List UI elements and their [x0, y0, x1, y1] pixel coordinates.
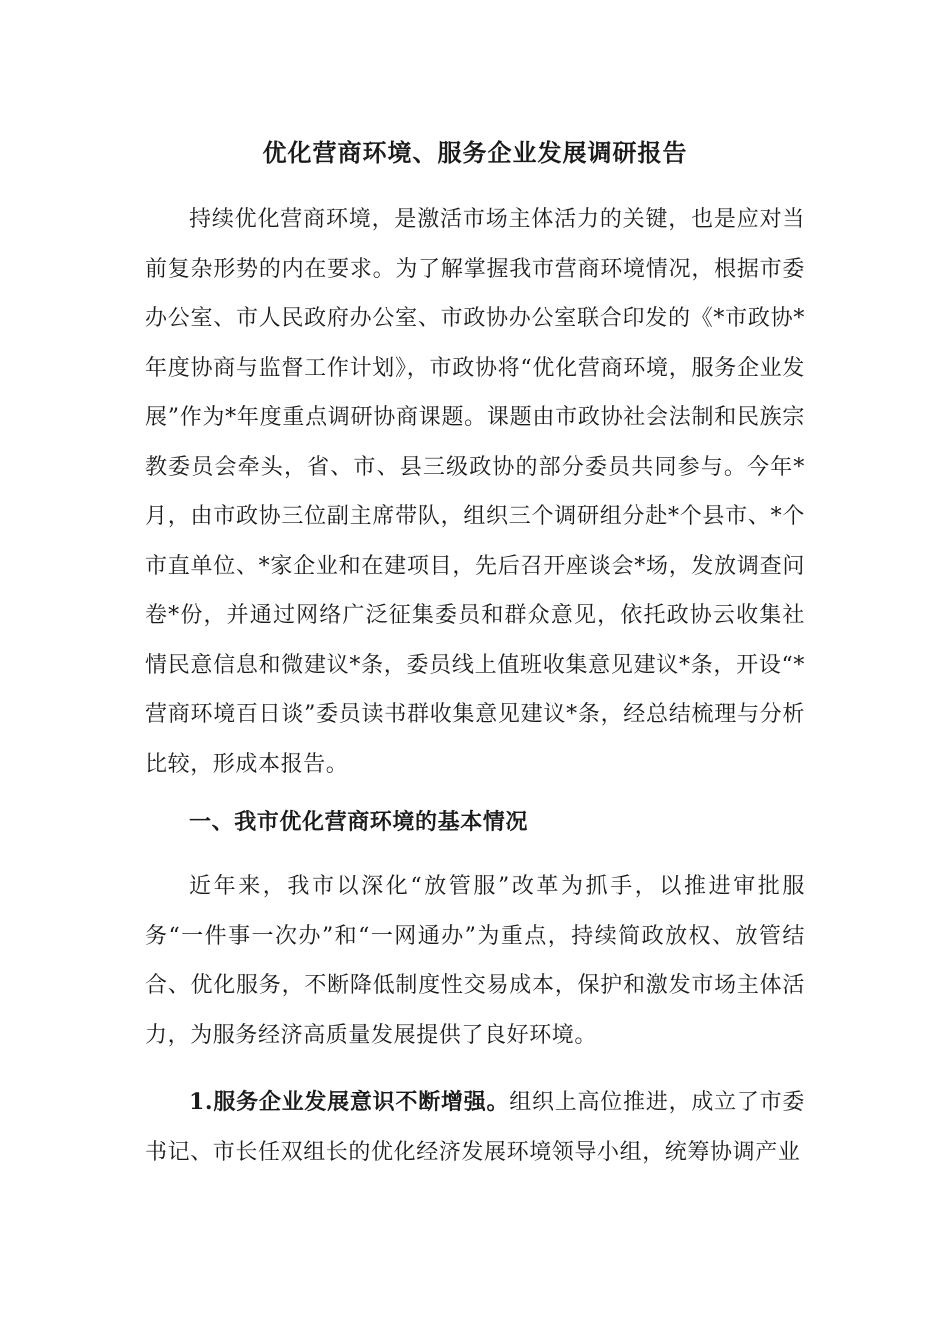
item-text-service-awareness: 组织上高位推进，成立了市委书记、市长任双组长的优化经济发展环境领导小组，统筹协调产业	[145, 1090, 805, 1165]
item-paragraph-service-awareness	[145, 1078, 805, 1177]
intro-paragraph: 持续优化营商环境，是激活市场主体活力的关键，也是应对当前复杂形势的内在要求。为了解掌握我市营商环境情况，根据市委办公室、市人民政府办公室、市政协办公室联合印发的《*市政协*年度协商与监督工作计划》，市政协将“优化营商环境，服务企业发展”作为*年度重点调研协商课题。课题由市政协社会法制和民族宗教委员会牵头，省、市、县三级政协的部分委员共同参与。今年*月，由市政协三位副主席带队，组织三个调研组分赴*个县市、*个市直单位、*家企业和在建项目，先后召开座谈会*场，发放调查问卷*份，并通过网络广泛征集委员和群众意见，依托政协云收集社情民意信息和微建议*条，委员线上值班收集意见建议*条，开设“*营商环境百日谈”委员读书群收集意见建议*条，经总结梳理与分析比较，形成本报告。	[145, 207, 805, 777]
section-paragraph-basic-situation: 近年来，我市以深化“放管服”改革为抓手，以推进审批服务“一件事一次办”和“一网通办”为重点，持续简政放权、放管结合、优化服务，不断降低制度性交易成本，保护和激发市场主体活力，为服务经济高质量发展提供了良好环境。	[145, 874, 805, 1048]
section-heading-basic-situation: 一、我市优化营商环境的基本情况	[189, 809, 529, 835]
document-title: 优化营商环境、服务企业发展调研报告	[262, 138, 688, 167]
item-lead-service-awareness: 1.服务企业发展意识不断增强。	[189, 1089, 510, 1115]
